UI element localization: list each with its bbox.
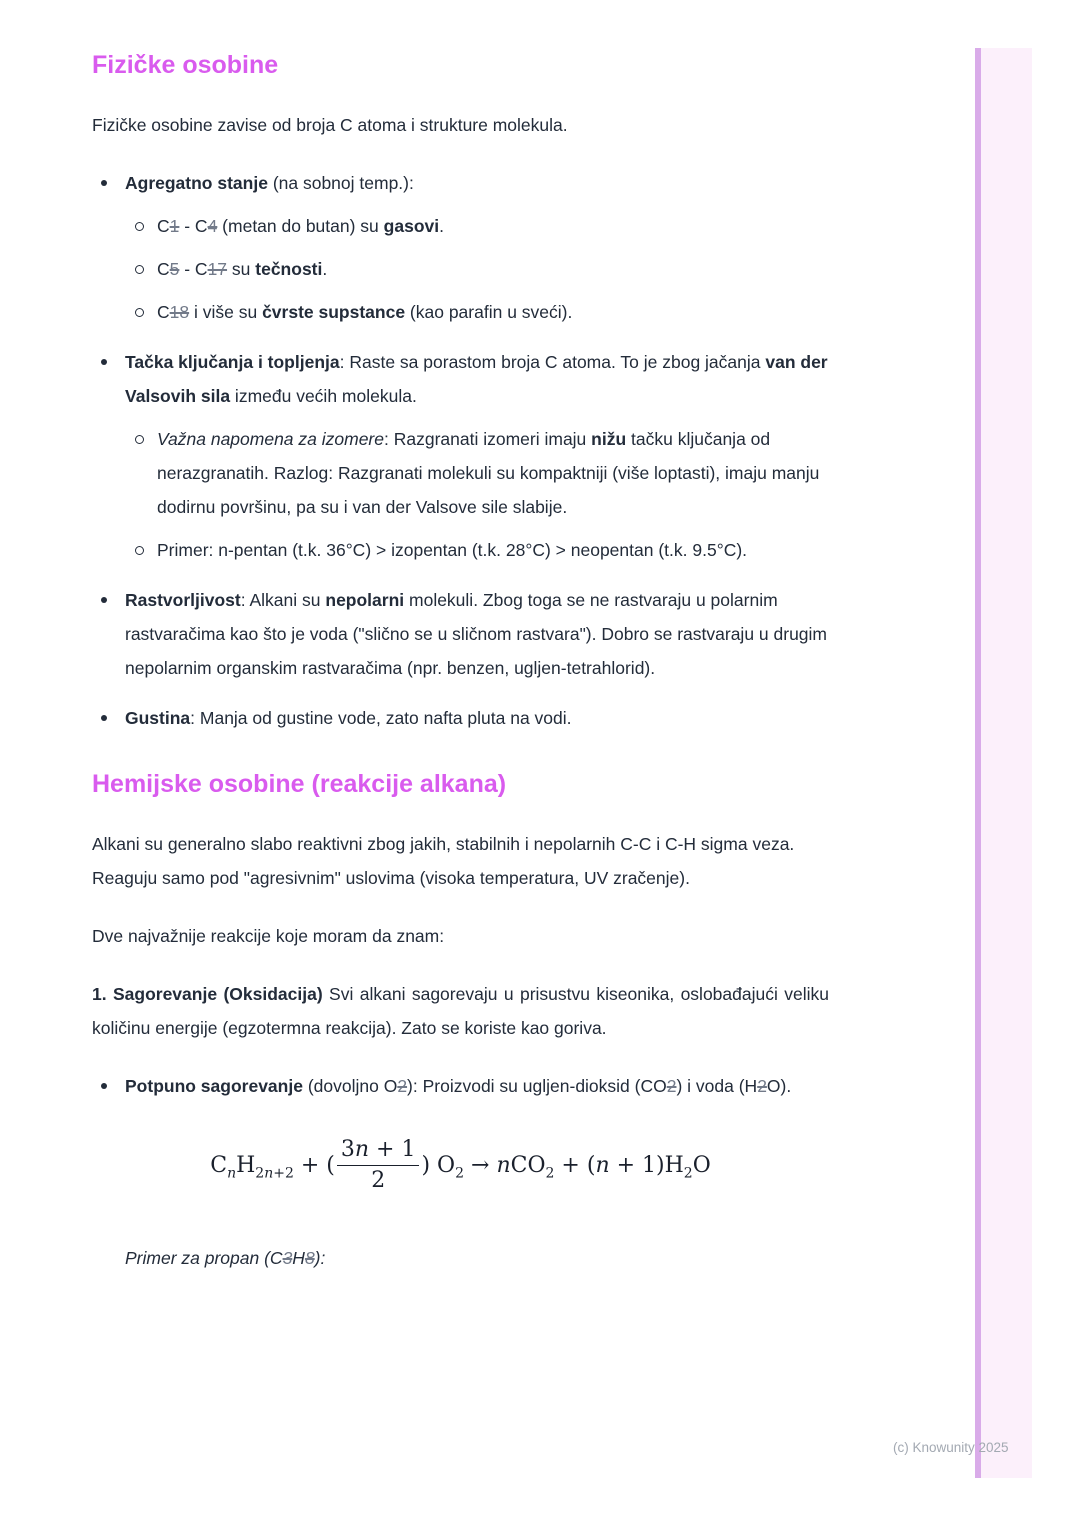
paragraph: Fizičke osobine zavise od broja C atoma i strukture molekula. <box>92 115 568 135</box>
list-item: Potpuno sagorevanje (dovoljno O2): Proizvodi su ugljen-dioksid (CO2) i voda (H2O). <box>92 1069 829 1103</box>
paragraph: Alkani su generalno slabo reaktivni zbog jakih, stabilnih i nepolarnih C-C i C-H sigma veza. Reaguju samo pod "agresivnim" uslovima (visoka temperatura, UV zračenje). <box>92 834 795 888</box>
sub-list <box>125 209 829 329</box>
paragraph: Dve najvažnije reakcije koje moram da znam: <box>92 926 445 946</box>
copyright-footer: (c) Knowunity 2025 <box>893 1440 1009 1455</box>
sub-list-item: Primer: n-pentan (t.k. 36°C) > izopentan (t.k. 28°C) > neopentan (t.k. 9.5°C). <box>125 533 829 567</box>
list-item: Tačka ključanja i topljenja: Raste sa porastom broja C atoma. To je zbog jačanja van der Valsovih sila između većih molekula. Važna napomena za izomere: Razgranati izomeri imaju nižu tačku ključanja od nerazgranatih. Razlog: Razgranati molekuli su kompaktniji (više loptasti), imaju manju dodirnu površinu, pa su i van der Valsove sile slabije. Primer: n-pentan (t.k. 36°C) > izopentan (t.k. 28°C) > neopentan (t.k. 9.5°C). <box>92 345 829 567</box>
fraction: $\frac{3n + 1}{2}$ <box>337 1137 420 1195</box>
page-margin-strip <box>981 48 1032 1478</box>
section-heading: Fizičke osobine <box>92 51 279 79</box>
paragraph: 1. Sagorevanje (Oksidacija) Svi alkani sagorevaju u prisustvu kiseonika, oslobađajući veliku količinu energije (egzotermna reakcija). Zato se koriste kao goriva. <box>92 984 829 1038</box>
paragraph: Primer za propan (C3H8): <box>125 1247 326 1268</box>
list-item: Gustina: Manja od gustine vode, zato nafta pluta na vodi. <box>92 701 829 735</box>
bullet-list <box>92 1069 829 1103</box>
notes-content <box>92 50 829 1299</box>
bullet-list <box>92 166 829 735</box>
sub-list-item: C5 - C17 su tečnosti. <box>125 252 829 286</box>
list-item: Rastvorljivost: Alkani su nepolarni molekuli. Zbog toga se ne rastvaraju u polarnim rastvaračima kao što je voda ("slično se u sličnom rastvara"). Dobro se rastvaraju u drugim nepolarnim organskim rastvaračima (npr. benzen, ugljen-tetrahlorid). <box>92 583 829 685</box>
sub-list-item: Važna napomena za izomere: Razgranati izomeri imaju nižu tačku ključanja od nerazgranatih. Razlog: Razgranati molekuli su kompaktniji (više loptasti), imaju manju dodirnu površinu, pa su i van der Valsove sile slabije. <box>125 422 829 524</box>
sub-list-item: C18 i više su čvrste supstance (kao parafin u sveći). <box>125 295 829 329</box>
list-item: Agregatno stanje (na sobnoj temp.): C1 - C4 (metan do butan) su gasovi. C5 - C17 su tečnosti. C18 i više su čvrste supstance (kao parafin u sveći). <box>92 166 829 329</box>
chemical-equation: $C_nH_{2n+2}$ + ( $\frac{3n + 1}{2}$ ) $O_2 \to nCO_2 + (n + 1)H_2O$ <box>210 1137 711 1194</box>
sub-list <box>125 422 829 567</box>
sub-list-item: C1 - C4 (metan do butan) su gasovi. <box>125 209 829 243</box>
section-heading: Hemijske osobine (reakcije alkana) <box>92 770 507 798</box>
